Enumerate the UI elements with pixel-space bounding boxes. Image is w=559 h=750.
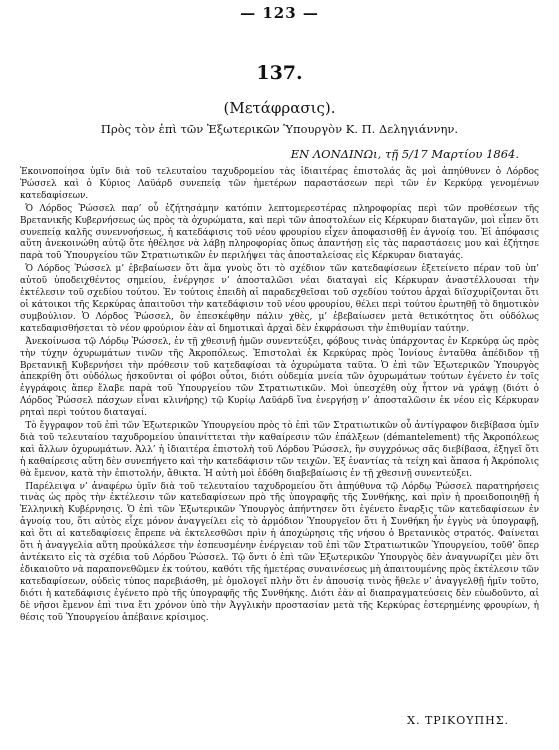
addressee-line: Πρὸς τὸν ἐπὶ τῶν Ἐξωτερικῶν Ὑπουργὸν Κ. Π. Δεληγιάννην. xyxy=(100,122,459,136)
paragraph: Τὸ ἔγγραφον τοῦ ἐπὶ τῶν Ἐξωτερικῶν Ὑπουργείου πρὸς τὸ ἐπὶ τῶν Στρατιωτικῶν οὗ ἀντίγραφον διεβίβασα ὑμῖν διὰ τοῦ τελευταίου ταχυδρομείου ὑπαινίττεται τὴν καθαίρεσιν τῶν ἐπάλξεων (démantelement) τῆς Ἀκροπόλεως καὶ ἄλλων ὀχυρωμάτων. Ἀλλ’ ἡ ἰδιαιτέρα ἐπιστολὴ τοῦ Λόρδου Ῥώσσελ, ἣν συγχρόνως σᾶς διεβίβασα, ἐξηγεῖ ὅτι ἡ καθαίρεσις αὕτη δὲν συνεπήγετο καὶ τὴν κατεδάφισιν τῶν τειχῶν. Ἐξ ἐναντίας τὰ τείχη καὶ ἅπασα ἡ Ἀκρόπολις θὰ ἔμενον, κατὰ τὴν ἐπιστολήν, ἄθικτα. Ἡ αὐτὴ μοὶ ἐδόθη διαβεβαίωσις ἐν τῇ χθεσινῇ συνεντεύξει. xyxy=(20,421,539,479)
paragraph: Ὁ Λόρδος Ῥώσσελ μ’ ἐβεβαίωσεν ὅτι ἅμα γνοὺς ὅτι τὸ σχέδιον τῶν κατεδαφίσεων ἐξετείνετο πέραν τοῦ ὑπ’ αὐτοῦ ὑποδειχθέντος σημείου, ἐνέργησε ν’ ἀποσταλῶσι νέαι διαταγαὶ εἰς Κέρκυραν ἀναστέλλουσαι τὴν ἐκτέλεσιν τοῦ σχεδίου τούτου. Ἐν τούτοις ἐπειδὴ αἱ παραδεχθεῖσαι τοῦ σχεδίου τούτου ἀρχαὶ διϊσχυρίζονται ὅτι οἱ κάτοικοι τῆς Κερκύρας ἀπαιτοῦσι τὴν κατεδάφισιν τοῦ νέου φρουρίου, θέλει περὶ τούτου ἐρωτηθῇ τὸ δημοτικὸν συμβούλιον. Ὁ Λόρδος Ῥώσσελ, ὃν ἐπεσκέφθην πάλιν χθὲς, μ’ ἐβεβαίωσεν μετὰ θετικότητος ὅτι οὐδόλως κατεδαφισθήσεται τὸ νέον φρούριον ἐὰν αἱ δημοτικαὶ ἀρχαὶ δὲν ἐκφράσωσι τὴν ἐπιθυμίαν ταύτην. xyxy=(20,264,539,334)
document-number: 137. xyxy=(256,62,303,84)
document-kind: (Μετάφρασις). xyxy=(223,99,336,117)
paragraph: Ὁ Λόρδος Ῥώσσελ παρ’ οὗ ἐζήτησάμην κατόπιν λεπτομερεστέρας πληροφορίας περὶ τῶν προθέσεων τῆς Βρετανικῆς Κυβερνήσεως ὡς πρὸς τὰ ὀχυρώματα, καὶ περὶ τῶν ἀποστολέων εἰς Κέρκυραν διαταγῶν, μοὶ εἶπεν ὅτι συνεπείᾳ καλῆς συνεννοήσεως, ἡ κατεδάφισις τοῦ νέου φρουρίου εἶχεν ἀποφασισθῇ ἐν ἀγνοίᾳ του. Ἐἰ ἀπόφασις αὕτη ἀνεκοινώθη αὐτῷ ὅτε ἠθέλησε νὰ λάβῃ πληροφορίας ὅπως ἀπαντήσῃ εἰς τὰς παραστάσεις μου καὶ ἐζήτησε παρὰ τοῦ Ὑπουργείου τῶν Στρατιωτικῶν ἐν περιλήψει τὰς ἀποσταλείσας εἰς Κέρκυραν διαταγάς. xyxy=(20,203,539,262)
paragraph: Ἀνεκοίνωσα τῷ Λόρδῳ Ῥώσσελ, ἐν τῇ χθεσινῇ ἡμῶν συνεντεύξει, φόβους τινὰς ὑπάρχοντας ἐν Κερκύρᾳ ὡς πρὸς τὴν τύχην ὀχυρωμάτων τινῶν τῆς Ἀκροπόλεως. Ἐπιστολαὶ ἐκ Κερκύρας πρὸς Ἰονίους ἐνταῦθα ἀπέδιδον τῇ Βρετανικῇ Κυβερνήσει τὴν πρόθεσιν τοῦ κατεδαφίσαι τὰ ὀχυρώματα ταῦτα. Ὁ ἐπὶ τῶν Ἐξωτερικῶν Ὑπουργὸς ἀπεκρίθη ὅτι οὐδόλως ἠσκοῦνται οἱ φόβοι οὗτοι, διότι οὐδεμία μνεία τῶν ὀχυρωμάτων τούτων ἐγένετο ἐν τοῖς ἐγγράφοις ἅπερ ἔλαβε παρὰ τοῦ Ὑπουργείου τῶν Στρατιωτικῶν. Μοὶ ὑπεσχέθη οὐχ ἧττον νὰ γράψῃ (διότι ὁ Λόρδος Ῥώσσελ πάσχων εἶναι κλινήρης) τῷ Κυρίῳ Λαϋάρδ ἵνα ἐνεργήσῃ ν’ ἀποσταλῶσιν ἐκ νέου εἰς Κέρκυραν ρηταὶ περὶ τούτου διαταγαί. xyxy=(20,336,539,419)
page-number-header: — 123 — xyxy=(240,4,319,22)
paragraph: Ἐκοινοποίησα ὑμῖν διὰ τοῦ τελευταίου ταχυδρομείου τὰς ἰδιαιτέρας ἐπιστολάς ἅς μοὶ ἀπηύθυνεν ὁ Λόρδος Ῥώσσελ καὶ ὁ Κύριος Λαϋάρδ συνεπείᾳ τῶν ἡμετέρων παραστάσεων περὶ τῶν ἐν Κερκύρᾳ γενομένων κατεδαφίσεων. xyxy=(20,167,539,201)
paragraph: Παρέλειψα ν’ ἀναφέρω ὑμῖν διὰ τοῦ τελευταίου ταχυδρομείου ὅτι ἀπηύθυνα τῷ Λόρδῳ Ῥώσσελ παρατηρήσεις τινὰς ὡς πρὸς τὴν ἐκτέλεσιν τῶν κατεδαφίσεων πρὸ τῆς ὑπογραφῆς τῆς Συνθήκης, καὶ πρὶν ἡ προειδοποιηθῇ ἡ Ἑλληνικὴ Κυβέρνησις. Ὁ ἐπὶ τῶν Ἐξωτερικῶν Ὑπουργὸς ἀπήντησεν ὅτι ἐγένετο ἔναρξις τῶν κατεδαφίσεων ἐν ἀγνοίᾳ του, ὅτι αὐτὸς εἶχε μόνον ἀναγγείλει εἰς τὸ ἁρμόδιον Ὑπουργεῖον ὅτι ἡ Συνθήκη ἦν ἐγγὺς νὰ ὑπογραφῇ, καὶ ὅτι αἱ κατεδαφίσεις ἔπρεπε νὰ ἐκτελεσθῶσι πρὶν ἡ ἀποχώρησις τῆς νήσου ὁ Βρετανικὸς στρατός. Φαίνεται ὅτι ἡ ἀναγγελία αὕτη προὐκάλεσε τὴν ἐσπευσμένην ἐνέργειαν τοῦ ἐπὶ τῶν Στρατιωτικῶν Ὑπουργείου, τοῦθ’ ὅπερ ἀντέκειτο εἰς τὰ σχέδια τοῦ Λόρδου Ῥώσσελ. Τῷ ὄντι ὁ ἐπὶ τῶν Ἐξωτερικῶν Ὑπουργὸς δὲν ἀναγνωρίζει μὲν ὅτι ἐδικαιοῦτο νὰ παραπονεθῶμεν ἐκ τούτου, καθότι τῆς ἡμετέρας συναινέσεως μὴ ἀπαιτουμένης πρὸς ἐκτέλεσιν τῶν κατεδαφίσεων, οὐδεὶς τύπος παρεβιάσθη, μὲ ὁμολογεῖ πλὴν ὅτι ἐν ἀπουσίᾳ τινὸς ἤθελε ν’ ἀναγγελθῇ ἡμῖν τοῦτο, διότι ἡ κατεδάφισις ἐγένετο πρὸ τῆς ὑπογραφῆς τῆς Συνθήκης. Διότι ἐὰν αἱ διαπραγματεύσεις δὲν εὐωδοῦντο, αἱ δὲ νῆσοι ἔμενον ἐπὶ τινα ἔτι χρόνον ὑπὸ τὴν Ἀγγλικὴν προστασίαν μετὰ τῆς Κερκύρας ἐστερημένης φρουρίων, ἡ θέσις τοῦ Ὑπουργείου ἀπέβαινε κρίσιμος. xyxy=(20,481,539,623)
signature: Χ. ΤΡΙΚΟΥΠΗΣ. xyxy=(407,714,509,727)
place-date-line: ΕΝ ΛΟΝΔΙΝΩι, τῇ 5/17 Μαρτίου 1864. xyxy=(290,147,519,161)
letter-body xyxy=(20,167,539,625)
